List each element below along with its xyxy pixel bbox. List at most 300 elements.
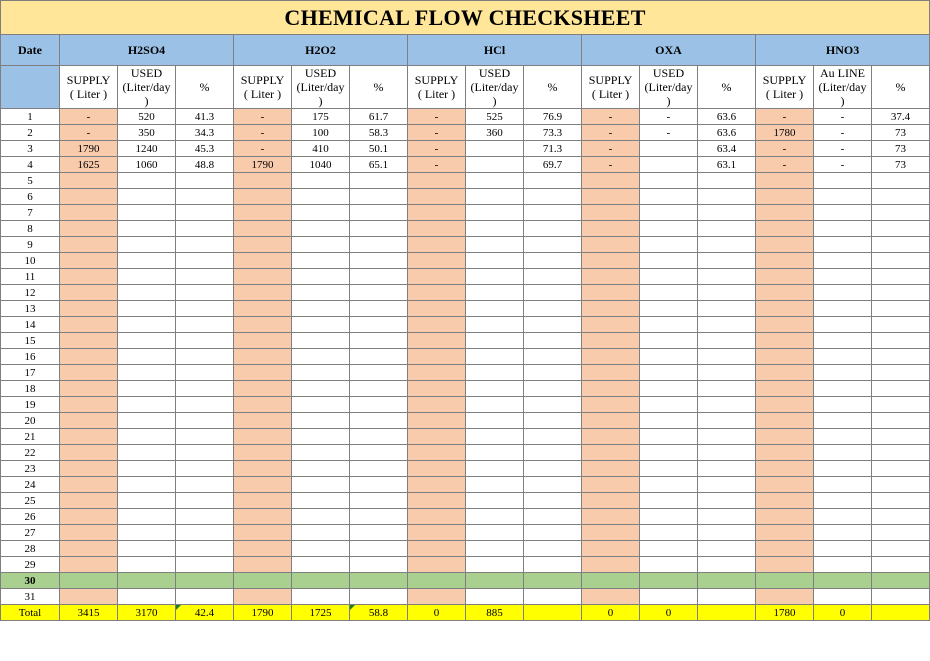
- used-cell[interactable]: [292, 429, 350, 445]
- supply-cell[interactable]: -: [582, 109, 640, 125]
- supply-cell[interactable]: [234, 573, 292, 589]
- percent-cell[interactable]: [176, 589, 234, 605]
- used-cell[interactable]: [814, 365, 872, 381]
- used-cell[interactable]: [640, 285, 698, 301]
- percent-cell[interactable]: [698, 381, 756, 397]
- percent-cell[interactable]: [176, 301, 234, 317]
- used-cell[interactable]: [292, 509, 350, 525]
- used-cell[interactable]: [814, 557, 872, 573]
- percent-cell[interactable]: [350, 461, 408, 477]
- supply-cell[interactable]: [408, 285, 466, 301]
- supply-cell[interactable]: [60, 429, 118, 445]
- percent-cell[interactable]: [872, 557, 930, 573]
- used-cell[interactable]: [118, 557, 176, 573]
- used-cell[interactable]: [466, 349, 524, 365]
- used-cell[interactable]: [466, 237, 524, 253]
- used-cell[interactable]: [814, 237, 872, 253]
- supply-header[interactable]: [408, 66, 466, 109]
- percent-cell[interactable]: [176, 413, 234, 429]
- used-cell[interactable]: [814, 413, 872, 429]
- date-cell[interactable]: 10: [1, 253, 60, 269]
- supply-cell[interactable]: [756, 317, 814, 333]
- supply-cell[interactable]: [756, 525, 814, 541]
- used-cell[interactable]: 410: [292, 141, 350, 157]
- used-cell[interactable]: 1040: [292, 157, 350, 173]
- used-cell[interactable]: [118, 429, 176, 445]
- supply-cell[interactable]: [234, 509, 292, 525]
- percent-cell[interactable]: [524, 573, 582, 589]
- percent-cell[interactable]: [524, 349, 582, 365]
- used-cell[interactable]: [814, 461, 872, 477]
- supply-cell[interactable]: [756, 445, 814, 461]
- supply-cell[interactable]: [60, 285, 118, 301]
- used-cell[interactable]: [814, 573, 872, 589]
- date-cell[interactable]: 23: [1, 461, 60, 477]
- used-header[interactable]: [814, 66, 872, 109]
- supply-cell[interactable]: [408, 429, 466, 445]
- supply-cell[interactable]: [582, 237, 640, 253]
- supply-cell[interactable]: [234, 365, 292, 381]
- supply-cell[interactable]: [408, 589, 466, 605]
- percent-header[interactable]: %: [350, 66, 408, 109]
- percent-cell[interactable]: [524, 589, 582, 605]
- supply-cell[interactable]: [756, 333, 814, 349]
- date-cell[interactable]: 7: [1, 205, 60, 221]
- percent-cell[interactable]: [698, 317, 756, 333]
- supply-cell[interactable]: -: [582, 157, 640, 173]
- used-cell[interactable]: [640, 397, 698, 413]
- percent-cell[interactable]: [524, 413, 582, 429]
- used-cell[interactable]: [640, 301, 698, 317]
- supply-cell[interactable]: [756, 173, 814, 189]
- used-cell[interactable]: 1240: [118, 141, 176, 157]
- supply-cell[interactable]: [756, 221, 814, 237]
- used-cell[interactable]: [466, 269, 524, 285]
- used-cell[interactable]: [292, 445, 350, 461]
- percent-cell[interactable]: [524, 237, 582, 253]
- supply-cell[interactable]: -: [408, 125, 466, 141]
- used-cell[interactable]: [814, 205, 872, 221]
- used-cell[interactable]: -: [640, 125, 698, 141]
- supply-cell[interactable]: [234, 413, 292, 429]
- total-percent-cell[interactable]: [698, 605, 756, 621]
- used-cell[interactable]: [466, 317, 524, 333]
- used-cell[interactable]: [640, 349, 698, 365]
- supply-cell[interactable]: [408, 349, 466, 365]
- date-cell[interactable]: 15: [1, 333, 60, 349]
- percent-cell[interactable]: 76.9: [524, 109, 582, 125]
- supply-cell[interactable]: [582, 509, 640, 525]
- supply-cell[interactable]: [408, 445, 466, 461]
- percent-cell[interactable]: [176, 189, 234, 205]
- percent-cell[interactable]: [872, 477, 930, 493]
- used-cell[interactable]: [814, 589, 872, 605]
- used-cell[interactable]: [640, 429, 698, 445]
- supply-cell[interactable]: [756, 269, 814, 285]
- percent-cell[interactable]: [350, 429, 408, 445]
- supply-cell[interactable]: [234, 205, 292, 221]
- percent-cell[interactable]: 45.3: [176, 141, 234, 157]
- supply-cell[interactable]: [582, 525, 640, 541]
- percent-cell[interactable]: [350, 189, 408, 205]
- used-cell[interactable]: [466, 397, 524, 413]
- used-cell[interactable]: [118, 445, 176, 461]
- percent-cell[interactable]: [350, 221, 408, 237]
- used-cell[interactable]: [814, 189, 872, 205]
- percent-cell[interactable]: 48.8: [176, 157, 234, 173]
- used-header[interactable]: [118, 66, 176, 109]
- used-cell[interactable]: [466, 253, 524, 269]
- percent-cell[interactable]: [698, 413, 756, 429]
- percent-cell[interactable]: [872, 413, 930, 429]
- used-cell[interactable]: [640, 269, 698, 285]
- used-cell[interactable]: [292, 573, 350, 589]
- percent-cell[interactable]: 50.1: [350, 141, 408, 157]
- percent-cell[interactable]: 73: [872, 125, 930, 141]
- percent-cell[interactable]: [698, 525, 756, 541]
- total-used-cell[interactable]: 0: [814, 605, 872, 621]
- percent-cell[interactable]: [176, 397, 234, 413]
- percent-cell[interactable]: [176, 429, 234, 445]
- percent-cell[interactable]: [872, 269, 930, 285]
- percent-cell[interactable]: [872, 573, 930, 589]
- percent-cell[interactable]: [176, 237, 234, 253]
- used-cell[interactable]: 175: [292, 109, 350, 125]
- date-subheader-cell[interactable]: [1, 66, 60, 109]
- used-cell[interactable]: [292, 461, 350, 477]
- used-cell[interactable]: [466, 381, 524, 397]
- percent-header[interactable]: %: [698, 66, 756, 109]
- percent-cell[interactable]: [350, 301, 408, 317]
- percent-cell[interactable]: [698, 173, 756, 189]
- date-cell[interactable]: 5: [1, 173, 60, 189]
- supply-cell[interactable]: [60, 477, 118, 493]
- used-cell[interactable]: [292, 477, 350, 493]
- supply-cell[interactable]: [60, 317, 118, 333]
- supply-cell[interactable]: [756, 493, 814, 509]
- percent-cell[interactable]: [872, 189, 930, 205]
- supply-cell[interactable]: 1625: [60, 157, 118, 173]
- supply-cell[interactable]: -: [60, 125, 118, 141]
- total-supply-cell[interactable]: 0: [408, 605, 466, 621]
- date-cell[interactable]: 28: [1, 541, 60, 557]
- supply-cell[interactable]: [60, 237, 118, 253]
- used-cell[interactable]: [466, 205, 524, 221]
- used-cell[interactable]: -: [814, 125, 872, 141]
- percent-cell[interactable]: 41.3: [176, 109, 234, 125]
- percent-cell[interactable]: [872, 509, 930, 525]
- supply-cell[interactable]: 1780: [756, 125, 814, 141]
- used-cell[interactable]: [466, 509, 524, 525]
- percent-cell[interactable]: [350, 573, 408, 589]
- supply-cell[interactable]: -: [408, 157, 466, 173]
- percent-cell[interactable]: [350, 477, 408, 493]
- used-cell[interactable]: [814, 253, 872, 269]
- supply-cell[interactable]: [582, 557, 640, 573]
- date-cell[interactable]: 25: [1, 493, 60, 509]
- percent-cell[interactable]: [872, 461, 930, 477]
- supply-cell[interactable]: [582, 253, 640, 269]
- supply-cell[interactable]: [60, 589, 118, 605]
- used-cell[interactable]: [466, 461, 524, 477]
- used-cell[interactable]: [640, 525, 698, 541]
- percent-header[interactable]: %: [524, 66, 582, 109]
- supply-cell[interactable]: 1790: [234, 157, 292, 173]
- supply-cell[interactable]: [60, 461, 118, 477]
- percent-cell[interactable]: [872, 349, 930, 365]
- percent-cell[interactable]: [698, 397, 756, 413]
- used-cell[interactable]: [466, 557, 524, 573]
- used-cell[interactable]: [118, 317, 176, 333]
- used-cell[interactable]: [118, 173, 176, 189]
- supply-cell[interactable]: -: [60, 109, 118, 125]
- supply-cell[interactable]: [408, 493, 466, 509]
- used-cell[interactable]: [292, 541, 350, 557]
- used-cell[interactable]: [118, 301, 176, 317]
- percent-header[interactable]: %: [872, 66, 930, 109]
- supply-cell[interactable]: [408, 557, 466, 573]
- used-cell[interactable]: -: [814, 157, 872, 173]
- date-cell[interactable]: 11: [1, 269, 60, 285]
- total-label[interactable]: Total: [1, 605, 60, 621]
- date-cell[interactable]: 1: [1, 109, 60, 125]
- date-cell[interactable]: 16: [1, 349, 60, 365]
- used-cell[interactable]: [292, 269, 350, 285]
- percent-cell[interactable]: [524, 493, 582, 509]
- supply-cell[interactable]: 1790: [60, 141, 118, 157]
- percent-cell[interactable]: [698, 493, 756, 509]
- percent-cell[interactable]: [350, 541, 408, 557]
- percent-cell[interactable]: 73: [872, 157, 930, 173]
- supply-cell[interactable]: -: [234, 141, 292, 157]
- percent-cell[interactable]: [872, 173, 930, 189]
- date-cell[interactable]: 8: [1, 221, 60, 237]
- used-cell[interactable]: [814, 493, 872, 509]
- percent-cell[interactable]: [176, 333, 234, 349]
- percent-cell[interactable]: [698, 477, 756, 493]
- supply-cell[interactable]: [234, 477, 292, 493]
- total-used-cell[interactable]: 885: [466, 605, 524, 621]
- used-cell[interactable]: -: [814, 109, 872, 125]
- supply-cell[interactable]: [234, 285, 292, 301]
- used-cell[interactable]: [466, 477, 524, 493]
- percent-cell[interactable]: [698, 237, 756, 253]
- supply-cell[interactable]: [582, 461, 640, 477]
- used-header[interactable]: [640, 66, 698, 109]
- supply-cell[interactable]: [60, 573, 118, 589]
- supply-cell[interactable]: [60, 445, 118, 461]
- supply-cell[interactable]: -: [234, 109, 292, 125]
- percent-cell[interactable]: [698, 365, 756, 381]
- used-cell[interactable]: [466, 525, 524, 541]
- used-cell[interactable]: [466, 221, 524, 237]
- percent-cell[interactable]: [350, 493, 408, 509]
- percent-cell[interactable]: [350, 445, 408, 461]
- used-cell[interactable]: [466, 333, 524, 349]
- used-cell[interactable]: [640, 205, 698, 221]
- percent-cell[interactable]: [176, 205, 234, 221]
- percent-cell[interactable]: [524, 253, 582, 269]
- percent-cell[interactable]: 73: [872, 141, 930, 157]
- used-cell[interactable]: [640, 317, 698, 333]
- used-cell[interactable]: [814, 349, 872, 365]
- date-cell[interactable]: 30: [1, 573, 60, 589]
- percent-cell[interactable]: [698, 301, 756, 317]
- supply-cell[interactable]: [60, 349, 118, 365]
- used-cell[interactable]: [118, 397, 176, 413]
- used-cell[interactable]: [814, 317, 872, 333]
- percent-cell[interactable]: [350, 253, 408, 269]
- supply-cell[interactable]: [582, 317, 640, 333]
- used-cell[interactable]: [292, 285, 350, 301]
- percent-cell[interactable]: [698, 589, 756, 605]
- used-cell[interactable]: [118, 285, 176, 301]
- supply-cell[interactable]: [408, 301, 466, 317]
- used-cell[interactable]: 360: [466, 125, 524, 141]
- used-cell[interactable]: [118, 269, 176, 285]
- supply-cell[interactable]: [756, 461, 814, 477]
- date-cell[interactable]: 2: [1, 125, 60, 141]
- supply-cell[interactable]: [234, 381, 292, 397]
- supply-cell[interactable]: [408, 365, 466, 381]
- percent-cell[interactable]: [176, 365, 234, 381]
- supply-cell[interactable]: [582, 189, 640, 205]
- used-cell[interactable]: [466, 157, 524, 173]
- supply-cell[interactable]: [60, 269, 118, 285]
- percent-cell[interactable]: [524, 365, 582, 381]
- percent-cell[interactable]: [524, 445, 582, 461]
- percent-cell[interactable]: [872, 365, 930, 381]
- percent-cell[interactable]: [350, 381, 408, 397]
- used-cell[interactable]: [640, 557, 698, 573]
- supply-cell[interactable]: [756, 237, 814, 253]
- percent-cell[interactable]: [872, 205, 930, 221]
- supply-cell[interactable]: [234, 461, 292, 477]
- percent-cell[interactable]: [350, 285, 408, 301]
- used-cell[interactable]: [118, 509, 176, 525]
- used-cell[interactable]: [292, 301, 350, 317]
- percent-cell[interactable]: [524, 397, 582, 413]
- percent-cell[interactable]: [698, 189, 756, 205]
- total-percent-cell[interactable]: [872, 605, 930, 621]
- used-cell[interactable]: 520: [118, 109, 176, 125]
- total-supply-cell[interactable]: 1780: [756, 605, 814, 621]
- supply-cell[interactable]: [756, 365, 814, 381]
- date-cell[interactable]: 22: [1, 445, 60, 461]
- date-cell[interactable]: 13: [1, 301, 60, 317]
- used-cell[interactable]: [466, 541, 524, 557]
- percent-cell[interactable]: [698, 221, 756, 237]
- used-cell[interactable]: [466, 365, 524, 381]
- percent-cell[interactable]: 65.1: [350, 157, 408, 173]
- date-cell[interactable]: 12: [1, 285, 60, 301]
- supply-cell[interactable]: [234, 317, 292, 333]
- percent-cell[interactable]: [698, 429, 756, 445]
- percent-cell[interactable]: [176, 269, 234, 285]
- supply-cell[interactable]: [582, 429, 640, 445]
- date-cell[interactable]: 14: [1, 317, 60, 333]
- used-cell[interactable]: [466, 493, 524, 509]
- supply-cell[interactable]: [408, 509, 466, 525]
- percent-cell[interactable]: [176, 445, 234, 461]
- supply-cell[interactable]: [408, 541, 466, 557]
- percent-cell[interactable]: [176, 349, 234, 365]
- percent-cell[interactable]: [176, 461, 234, 477]
- percent-cell[interactable]: [176, 477, 234, 493]
- supply-cell[interactable]: [756, 477, 814, 493]
- supply-cell[interactable]: [60, 301, 118, 317]
- supply-cell[interactable]: [582, 493, 640, 509]
- total-percent-cell[interactable]: 58.8: [350, 605, 408, 621]
- percent-cell[interactable]: [524, 205, 582, 221]
- supply-cell[interactable]: [582, 381, 640, 397]
- supply-cell[interactable]: -: [408, 141, 466, 157]
- used-cell[interactable]: [118, 365, 176, 381]
- percent-cell[interactable]: [176, 573, 234, 589]
- used-header[interactable]: [292, 66, 350, 109]
- percent-cell[interactable]: 58.3: [350, 125, 408, 141]
- percent-cell[interactable]: [872, 253, 930, 269]
- date-cell[interactable]: 4: [1, 157, 60, 173]
- percent-cell[interactable]: [698, 349, 756, 365]
- percent-cell[interactable]: [350, 397, 408, 413]
- percent-cell[interactable]: [872, 525, 930, 541]
- supply-cell[interactable]: [60, 189, 118, 205]
- supply-cell[interactable]: [582, 269, 640, 285]
- percent-cell[interactable]: 63.4: [698, 141, 756, 157]
- supply-cell[interactable]: [756, 413, 814, 429]
- supply-cell[interactable]: [582, 445, 640, 461]
- supply-cell[interactable]: [408, 317, 466, 333]
- total-supply-cell[interactable]: 0: [582, 605, 640, 621]
- percent-cell[interactable]: [350, 349, 408, 365]
- used-cell[interactable]: [640, 445, 698, 461]
- used-cell[interactable]: [466, 429, 524, 445]
- used-cell[interactable]: [814, 301, 872, 317]
- supply-cell[interactable]: [408, 221, 466, 237]
- supply-cell[interactable]: -: [756, 141, 814, 157]
- percent-cell[interactable]: [872, 301, 930, 317]
- percent-cell[interactable]: 34.3: [176, 125, 234, 141]
- used-cell[interactable]: [118, 349, 176, 365]
- supply-cell[interactable]: [408, 461, 466, 477]
- supply-cell[interactable]: [234, 301, 292, 317]
- used-cell[interactable]: [814, 269, 872, 285]
- percent-cell[interactable]: [350, 205, 408, 221]
- used-cell[interactable]: [466, 413, 524, 429]
- percent-header[interactable]: %: [176, 66, 234, 109]
- supply-cell[interactable]: -: [582, 141, 640, 157]
- used-cell[interactable]: [118, 461, 176, 477]
- used-cell[interactable]: [814, 429, 872, 445]
- used-cell[interactable]: [814, 221, 872, 237]
- percent-cell[interactable]: [698, 557, 756, 573]
- supply-cell[interactable]: [582, 589, 640, 605]
- used-cell[interactable]: [118, 205, 176, 221]
- used-cell[interactable]: [292, 413, 350, 429]
- used-cell[interactable]: [292, 557, 350, 573]
- used-cell[interactable]: [292, 589, 350, 605]
- supply-cell[interactable]: [60, 397, 118, 413]
- supply-cell[interactable]: [756, 349, 814, 365]
- used-cell[interactable]: [118, 541, 176, 557]
- supply-cell[interactable]: [408, 189, 466, 205]
- supply-cell[interactable]: [234, 173, 292, 189]
- supply-cell[interactable]: [408, 205, 466, 221]
- percent-cell[interactable]: [872, 397, 930, 413]
- total-used-cell[interactable]: 3170: [118, 605, 176, 621]
- percent-cell[interactable]: [176, 253, 234, 269]
